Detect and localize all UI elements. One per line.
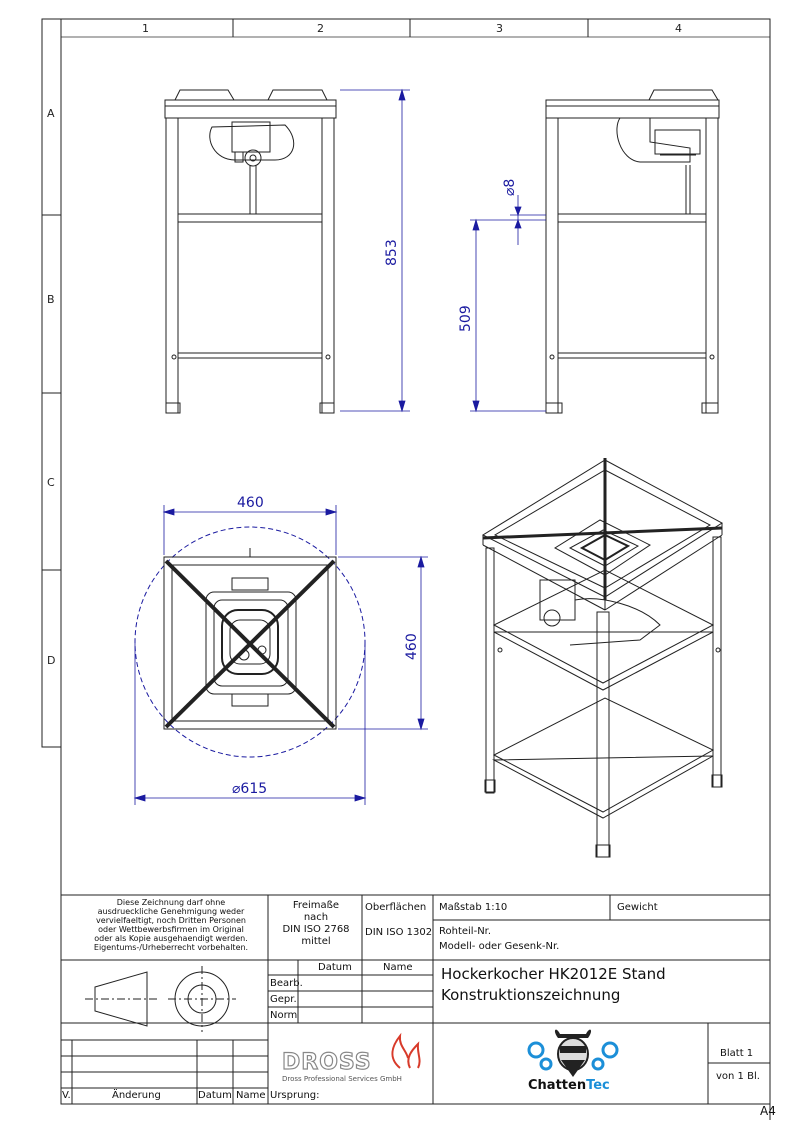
date-header: Datum [318,962,352,973]
origin-label: Ursprung: [270,1090,320,1101]
isometric-view [483,458,722,857]
copyright-line: vervielfaeltigt, noch Dritten Personen [96,916,246,925]
weight-label: Gewicht [617,902,658,913]
copyright-line: oder als Kopie ausgehaendigt werden. [94,934,248,943]
edited-label: Bearb. [270,978,303,989]
copyright-note [76,898,266,952]
copyright-line: Eigentums-/Urheberrecht vorbehalten. [93,943,249,952]
tolerance-note [270,900,362,948]
revision-date-header: Datum [198,1090,232,1101]
dim-total-height: 853 [384,239,400,266]
norm-label: Norm [270,1010,298,1021]
top-view [135,527,365,757]
column-label-1: 1 [142,22,149,35]
surfaces-label: Oberflächen [365,902,427,913]
dross-subtitle: Dross Professional Services GmbH [282,1075,402,1083]
side-view [546,90,719,413]
row-label-a: A [47,107,55,120]
chattentec-logo-part-a: Chatten [528,1078,587,1093]
dim-pipe-diameter: ⌀8 [502,178,518,196]
dim-circle-diameter: ⌀615 [232,781,268,797]
revision-change-header: Änderung [112,1090,161,1101]
front-view [165,90,336,413]
row-label-c: C [47,476,55,489]
chattentec-logo-part-b: Tec [586,1078,610,1093]
column-label-2: 2 [317,22,324,35]
sheet-number: Blatt 1 [720,1048,754,1059]
dim-width-top: 460 [237,495,264,511]
scale-label: Maßstab 1:10 [439,902,508,913]
column-label-4: 4 [675,22,682,35]
model-label: Modell- oder Gesenk-Nr. [439,941,560,952]
dim-shelf-height: 509 [458,305,474,332]
row-label-b: B [47,293,55,306]
dross-logo: DROSS [282,1050,372,1075]
copyright-line: Diese Zeichnung darf ohne [116,898,226,907]
tolerance-line: DIN ISO 2768 [282,924,350,935]
name-header: Name [383,962,413,973]
revision-name-header: Name [236,1090,266,1101]
copyright-line: oder Wettbewerbsfirmen im Original [98,925,244,934]
checked-label: Gepr. [270,994,297,1005]
sheet-size-label: A4 [760,1104,776,1118]
column-label-3: 3 [496,22,503,35]
tolerance-line: nach [303,912,329,923]
surfaces-value: DIN ISO 1302 [365,927,433,938]
tolerance-line: mittel [301,936,331,947]
revision-v-header: V. [62,1090,71,1101]
sheet-count: von 1 Bl. [716,1071,760,1082]
tolerance-line: Freimaße [292,900,340,911]
chattentec-mascot-icon [529,1030,617,1077]
row-label-d: D [47,654,56,667]
dross-flame-icon [392,1036,419,1068]
chattentec-logo [528,1078,610,1093]
raw-part-label: Rohteil-Nr. [439,926,492,937]
dim-depth-side: 460 [404,633,420,660]
copyright-line: ausdrueckliche Genehmigung weder [97,907,245,916]
drawing-subtitle: Konstruktionszeichnung [441,986,621,1004]
drawing-title: Hockerkocher HK2012E Stand [441,965,666,983]
